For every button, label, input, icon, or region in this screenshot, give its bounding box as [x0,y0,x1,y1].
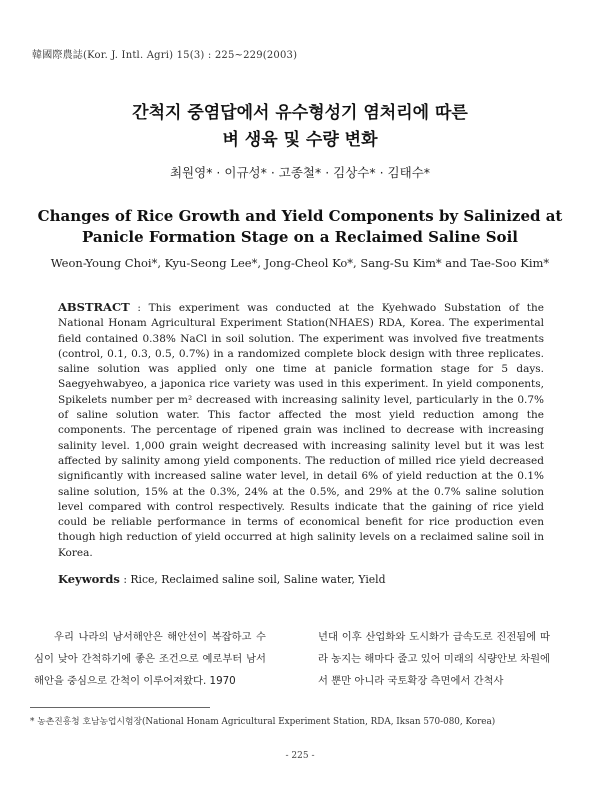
page-number: - 225 - [285,751,315,761]
abstract-label: ABSTRACT [58,300,130,314]
footnote-divider [30,707,210,708]
korean-title [0,100,600,154]
korean-authors: 최원영* · 이규성* · 고종철* · 김상수* · 김태수* [169,165,431,180]
keywords-text: Rice, Reclaimed saline soil, Saline water, Yield [130,573,386,586]
korean-title-line-2: 벼 생육 및 수량 변화 [222,130,378,150]
abstract-text: This experiment was conducted at the Kyehwado Substation of the National Honam Agricultural Experiment Station(NHAES) RDA, Korea. The experimental field contained 0.38% NaCl in soil solution. The experiment was involved five treatments (control, 0.1, 0.3, 0.5, 0.7%) in a randomized complete block design with three replicates. saline solution was applied only one time at panicle formation stage for 5 days. Saegyehwabyeo, a japonica rice variety was used in this experiment. In yield components, Spikelets number per m² decreased with increasing salinity level, particularly in the 0.7% of saline solution water. This factor affected the most yield reduction among the components. The percentage of ripened grain was inclined to decrease with increasing salinity level. 1,000 grain weight decreased with increasing salinity level but it was lest affected by salinity among yield components. The reduction of milled rice yield decreased significantly with increased saline water level, in detail 6% of yield reduction at the 0.1% saline solution, 15% at the 0.3%, 24% at the 0.5%, and 29% at the 0.7% saline solution level compared with control respectively. Results indicate that the gaining of rice yield could be reliable performance in terms of economical benefit for rice production even though high reduction of yield occurred at high salinity levels on a reclaimed saline soil in Korea. [58,302,544,559]
journal-header: 韓國際農誌(Kor. J. Intl. Agri) 15(3) : 225~229(2003) [32,50,298,61]
abstract [58,300,544,561]
body-right-text: 년대 이후 산업화와 도시화가 급속도로 진전됨에 따라 농지는 해마다 줄고 있어 미래의 식량안보 차원에서 뿐만 아니라 국토확장 측면에서 간척사 [318,631,550,687]
english-authors: Weon-Young Choi*, Kyu-Seong Lee*, Jong-Cheol Ko*, Sang-Su Kim* and Tae-Soo Kim* [50,256,550,270]
english-title-line-1: Changes of Rice Growth and Yield Components by Salinized at [37,207,563,225]
body-left-text: 우리 나라의 남서해안은 해안선이 복잡하고 수심이 낮아 간척하기에 좋은 조건으로 예로부터 남서해안을 중심으로 간척이 이루어져왔다. 1970 [34,631,266,687]
body-column-left [34,626,266,692]
keywords [58,572,544,586]
keywords-label: Keywords [58,572,120,586]
english-title-line-2: Panicle Formation Stage on a Reclaimed Saline Soil [82,228,518,246]
affiliation-footnote: * 농촌진흥청 호남농업시험장(National Honam Agricultural Experiment Station, RDA, Iksan 570-080, Korea) [30,717,496,727]
korean-title-line-1: 간척지 중염답에서 유수형성기 염처리에 따른 [132,103,468,123]
english-title [0,206,600,248]
abstract-separator: : [129,302,149,314]
body-column-right [318,626,550,692]
keywords-separator: : [119,573,131,586]
